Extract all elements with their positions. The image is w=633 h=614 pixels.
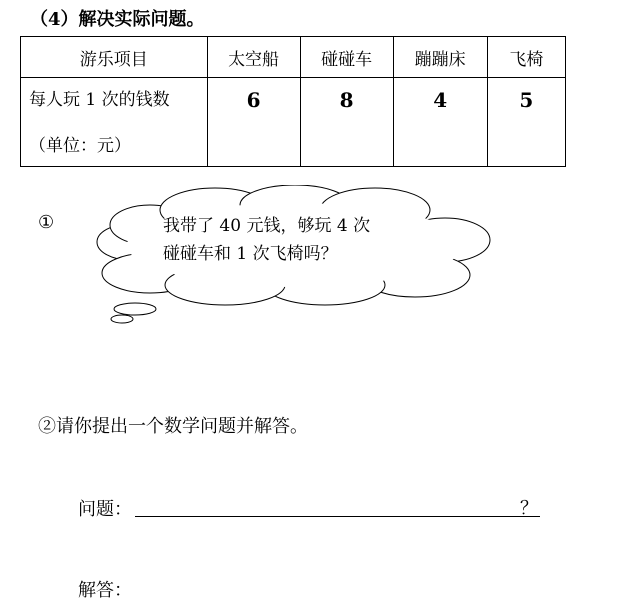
row-label bbox=[21, 78, 208, 167]
question-2-prompt: ②请你提出一个数学问题并解答。 bbox=[38, 416, 308, 437]
header-flying-chair: 飞椅 bbox=[487, 37, 565, 78]
section-heading: （4）解决实际问题。 bbox=[30, 9, 205, 30]
question-1-number: ① bbox=[38, 212, 55, 233]
row-label-line1: 每人玩 1 次的钱数 bbox=[29, 90, 170, 110]
price-space-ship: 6 bbox=[207, 78, 300, 167]
bubble-line-2: 碰碰车和 1 次飞椅吗？ bbox=[163, 244, 338, 264]
header-space-ship: 太空船 bbox=[207, 37, 300, 78]
question-mark: ？ bbox=[520, 498, 538, 519]
header-bumper-car: 碰碰车 bbox=[300, 37, 393, 78]
price-bumper-car: 8 bbox=[300, 78, 393, 167]
question-answer-line[interactable] bbox=[135, 516, 540, 517]
table-header-row bbox=[21, 37, 566, 78]
price-trampoline: 4 bbox=[393, 78, 487, 167]
question-label: 问题： bbox=[78, 499, 132, 520]
header-trampoline: 蹦蹦床 bbox=[393, 37, 487, 78]
table-row bbox=[21, 78, 566, 167]
bubble-line-1: 我带了 40 元钱，够玩 4 次 bbox=[163, 216, 371, 236]
thought-bubble-text bbox=[163, 212, 370, 268]
header-item: 游乐项目 bbox=[21, 37, 208, 78]
row-label-unit: （单位：元） bbox=[29, 136, 131, 156]
answer-label: 解答： bbox=[78, 580, 132, 601]
price-flying-chair: 5 bbox=[487, 78, 565, 167]
price-table bbox=[20, 36, 566, 167]
